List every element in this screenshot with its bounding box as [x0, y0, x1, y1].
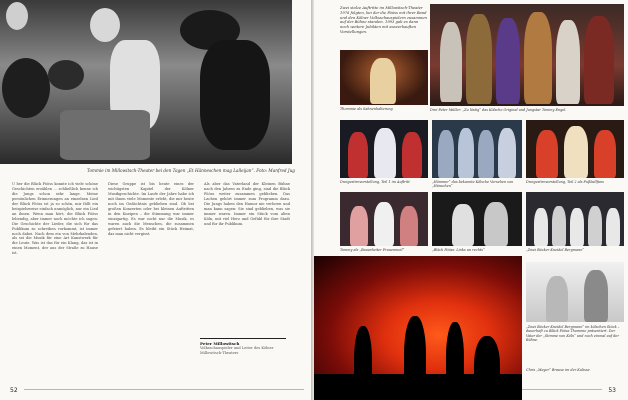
photo-figure — [348, 132, 368, 178]
photo-duet — [526, 262, 624, 322]
photo-figure — [556, 20, 580, 104]
photo-figure — [2, 58, 50, 118]
photo-dreigestirn-1 — [340, 120, 428, 178]
photo-figure — [466, 14, 492, 104]
photo-figure — [584, 16, 614, 104]
left-page — [0, 0, 311, 400]
photo-figure — [498, 128, 516, 178]
photo-bauarbeiter — [340, 192, 428, 246]
photo-figure — [564, 126, 588, 178]
photo-figure — [400, 206, 418, 246]
folio-rule — [24, 389, 304, 390]
photo-figure — [588, 206, 602, 246]
photo-links-rechts — [432, 192, 522, 246]
photo-caption: Dreigestirnvorstellung, Teil 1 im Auftritt — [340, 180, 410, 184]
photo-caption: Tommy als „Bauarbeiter Frauenmeil“ — [340, 248, 405, 252]
photo-caption: Chris „Mayer“ Brause im der Kulisse — [526, 368, 590, 372]
photo-figure — [534, 208, 548, 246]
folio-rule — [522, 389, 602, 390]
author-box — [200, 338, 286, 355]
photo-caption: Tommie im Millowitsch-Theater bei den Tagen „Et Hänneschen mag Lalleijan“. Foto: Manfred Jug — [87, 168, 295, 173]
photo-figure — [594, 130, 616, 178]
stage-group-photo — [430, 4, 624, 106]
photo-baecker — [526, 192, 624, 246]
photo-figure — [458, 128, 474, 178]
photo-dreigestirn-2 — [526, 120, 624, 178]
photo-hoemmer — [432, 120, 522, 178]
photo-figure — [438, 130, 454, 178]
table-shape — [60, 110, 150, 160]
photo-figure — [350, 206, 368, 246]
author-role: Volksschauspieler und Leiter des Kölner Millowitsch-Theaters — [200, 346, 274, 355]
author-name: Peter Millowitsch — [200, 341, 240, 346]
photo-figure — [536, 130, 558, 178]
photo-figure — [478, 130, 494, 178]
article-column: Ü ber die Bläck Fööss konnte ich viele schöne Geschichten erzählen … schließlich kenne ich die Jungs schon sehr lange. Meine persönlichen Erinnerungen an einzelnen Lied der Bläck Fööss ist ja so schön, mir fällt ein beispielsweise einfach unmöglich, nur ein Lied an ihnen. Wenn man hört, die Bläck Fööss lebendig, aber immer noch möchte ich sagen: Die Geschichte der Lieder, die sich für das Publikum zu schreiben vorkommt, ist immer noch dabei. Nach dem ein von Mehrkalenden, als sei die Musik für eine Art Kunstwerk für die Leute. Was ist das für ein Klang, das ist in einen Moment, der aus der Straße zu Hause ist. — [12, 182, 98, 256]
photo-figure — [524, 12, 552, 104]
stage-floor — [314, 374, 522, 400]
photo-figure — [546, 276, 568, 322]
photo-figure — [606, 208, 620, 246]
right-page — [314, 0, 628, 400]
rehearsal-photo — [0, 0, 292, 164]
photo-figure — [90, 8, 120, 42]
photo-figure — [440, 22, 462, 102]
photo-saxophone — [340, 50, 428, 105]
photo-figure — [402, 132, 422, 178]
photo-caption: „Hömmer“ das bekannte Kölsche Vorsehen von „Hänschen“ — [432, 180, 514, 189]
photo-figure — [374, 202, 394, 246]
photo-caption: „Zwei Bäcker Kneidel Bergmann“ — [526, 248, 585, 252]
photo-figure — [552, 206, 566, 246]
photo-figure — [484, 202, 508, 246]
photo-figure — [370, 58, 396, 104]
article-column: Als aber das Vaterland der Kleinen Bühne nach den Jahren zu Ende ging, sind die Bläck Fööss weiter zusammen geblieben. Das Lachen gehört immer zum Programm dazu. Die Jungs haben den Humor nie verloren und man kann sagen: Sie sind geblieben, was sie immer waren. Immer ein Stück vom alten Köln, mit viel Herz und Gefühl für ihre Stadt und für ihr Publikum. — [204, 182, 290, 226]
photo-caption: „Zwei Bäcker Kneidel Bergmann“ im kölschen Stück – dauerhaft zu Bläck Fööss Thommie präsentiert. Der Vater der „Stimme von Köln“ und noch einmal auf der Bühne. — [526, 325, 620, 342]
photo-figure — [200, 40, 270, 150]
photo-caption: Drei Peter Müller: „Zu löstig“ das Kölsche Original und Jungstar Tommy Engel. — [430, 108, 567, 112]
article-column: Diese Gruppe ist bis heute eines der wichtigsten Kapitel der Kölner Musikgeschichte. Im Laufe der Jahre habe ich mit ihnen viele Momente erlebt, die mir heute noch im Gedächtnis geblieben sind. Ob bei großen Konzerten oder bei kleinen Auftritten in den Kneipen – die Stimmung war immer einzigartig. Es war nicht nur die Musik, es waren auch die Menschen, die zusammen gefeiert haben. Es bleibt ein Stück Heimat, das man nicht vergisst. — [108, 182, 194, 236]
stage-concert-photo — [314, 256, 522, 400]
photo-caption: Dreigestirnvorstellung, Teil 2 als Fußballfans — [526, 180, 604, 184]
photo-figure — [6, 2, 28, 30]
photo-figure — [496, 18, 520, 104]
photo-figure — [452, 204, 474, 246]
photo-figure — [570, 208, 584, 246]
photo-figure — [48, 60, 84, 90]
photo-caption: „Bläck Fööss: Links un rechts“ — [432, 248, 485, 252]
intro-text: Zwei stolze Auftritte im Millowitsch-Theater 1976 folgten, bei der die Fööss mit ihrer Band und den Kölner Volksschauspielern zusammen auf der Bühne standen. 1993 gab es dann noch weitere Jubiläen mit ausverkauften Vorstellungen. — [340, 6, 427, 34]
photo-figure — [374, 128, 396, 178]
page-number: 53 — [608, 387, 616, 394]
photo-caption: Thommie als Sahnenhalterung — [340, 107, 393, 111]
photo-figure — [584, 270, 608, 322]
page-number: 52 — [10, 387, 18, 394]
